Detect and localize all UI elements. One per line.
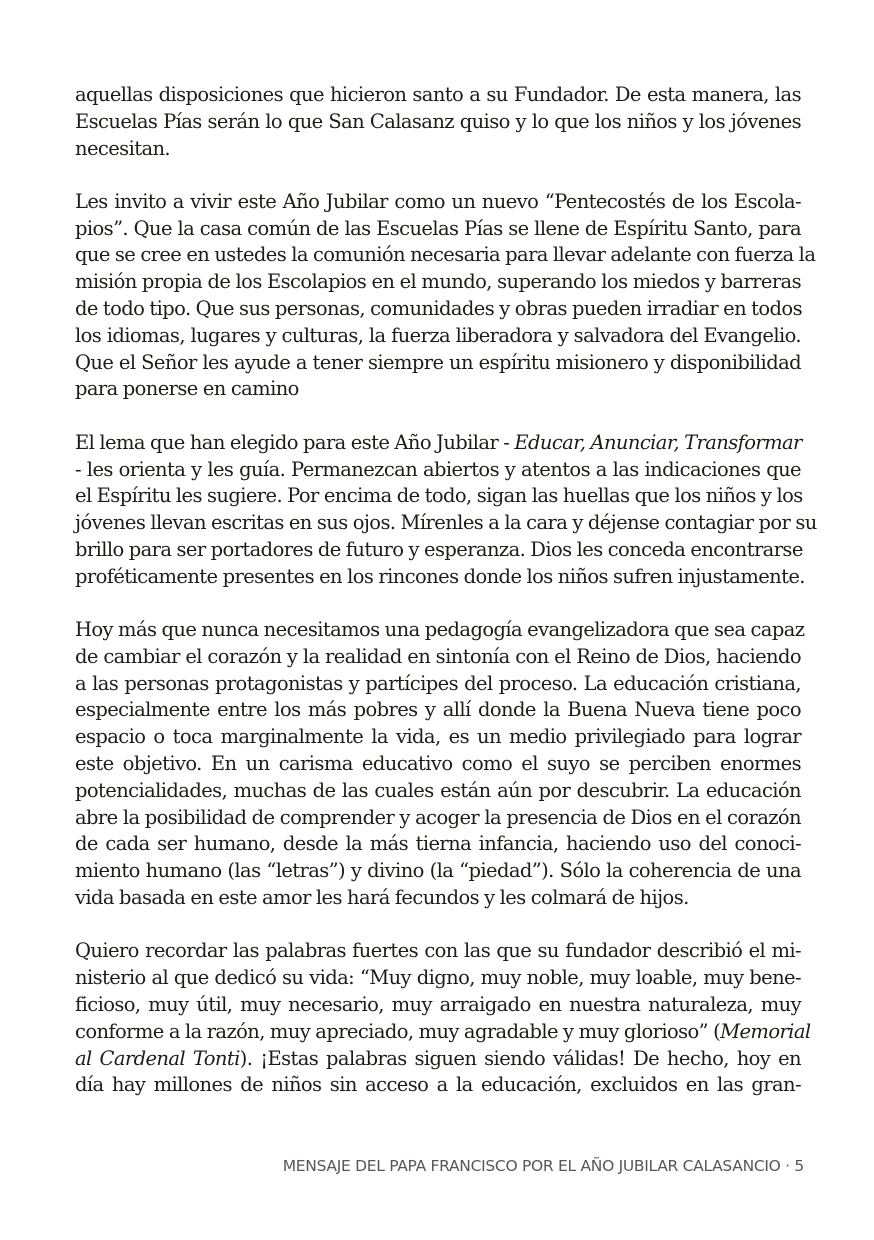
text-line: misión propia de los Escolapios en el mundo, superando los miedos y barreras bbox=[75, 270, 801, 294]
text-line: a las personas protagonistas y partícipes del proceso. La educación cristiana, bbox=[75, 671, 801, 695]
paragraph-1 bbox=[75, 82, 801, 162]
text-line bbox=[75, 1019, 811, 1046]
text-line bbox=[75, 430, 801, 457]
text-line: de todo tipo. Que sus personas, comunidades y obras pueden irradiar en todos bbox=[75, 297, 802, 321]
text-line: Les invito a vivir este Año Jubilar como un nuevo “Pentecostés de los Escola- bbox=[75, 189, 801, 213]
text-line: el Espíritu les sugiere. Por encima de todo, sigan las huellas que los niños y los bbox=[75, 484, 803, 508]
text-line: Escuelas Pías serán lo que San Calasanz quiso y lo que los niños y los jóvenes bbox=[75, 109, 801, 133]
text-line: día hay millones de niños sin acceso a la educación, excluidos en las gran- bbox=[75, 1073, 801, 1097]
citation-italic: al Cardenal Tonti bbox=[75, 1046, 240, 1070]
text-line: para ponerse en camino bbox=[75, 377, 299, 401]
text-line: de cada ser humano, desde la más tierna infancia, haciendo uso del conoci- bbox=[75, 832, 801, 856]
text-line: pios”. Que la casa común de las Escuelas Pías se llene de Espíritu Santo, para bbox=[75, 216, 801, 240]
page-body bbox=[75, 82, 817, 1126]
text-line: potencialidades, muchas de las cuales están aún por descubrir. La educación bbox=[75, 778, 801, 802]
text-line: Hoy más que nunca necesitamos una pedagogía evangelizadora que sea capaz bbox=[75, 618, 805, 642]
running-footer: MENSAJE DEL PAPA FRANCISCO POR EL AÑO JUBILAR CALASANCIO · 5 bbox=[282, 1157, 804, 1175]
text-line: que se cree en ustedes la comunión necesaria para llevar adelante con fuerza la bbox=[75, 243, 816, 267]
paragraph-4 bbox=[75, 617, 805, 912]
text-line: necesitan. bbox=[75, 136, 171, 160]
text-line: abre la posibilidad de comprender y acoger la presencia de Dios en el corazón bbox=[75, 805, 801, 829]
text-line: jóvenes llevan escritas en sus ojos. Mírenles a la cara y déjense contagiar por su bbox=[75, 511, 817, 535]
text-line: brillo para ser portadores de futuro y esperanza. Dios les conceda encontrarse bbox=[75, 537, 803, 561]
text-line: de cambiar el corazón y la realidad en sintonía con el Reino de Dios, haciendo bbox=[75, 644, 801, 668]
text-line: especialmente entre los más pobres y allí donde la Buena Nueva tiene poco bbox=[75, 698, 801, 722]
citation-italic: Memorial bbox=[720, 1019, 811, 1043]
text-line: los idiomas, lugares y culturas, la fuerza liberadora y salvadora del Evangelio. bbox=[75, 323, 801, 347]
paragraph-5 bbox=[75, 938, 811, 1099]
text-line: este objetivo. En un carisma educativo como el suyo se perciben enormes bbox=[75, 752, 801, 776]
text-line: miento humano (las “letras”) y divino (la “piedad”). Sólo la coherencia de una bbox=[75, 859, 801, 883]
text-line: proféticamente presentes en los rincones donde los niños sufren injustamente. bbox=[75, 564, 805, 588]
text-line: - les orienta y les guía. Permanezcan abiertos y atentos a las indicaciones que bbox=[75, 457, 801, 481]
text-line: vida basada en este amor les hará fecundos y les colmará de hijos. bbox=[75, 886, 689, 910]
text-line: Quiero recordar las palabras fuertes con las que su fundador describió el mi- bbox=[75, 939, 801, 963]
paragraph-2 bbox=[75, 189, 816, 403]
text-run: ). ¡Estas palabras siguen siendo válidas! De hecho, hoy en bbox=[239, 1046, 801, 1070]
text-run: conforme a la razón, muy apreciado, muy agradable y muy glorioso” ( bbox=[75, 1019, 721, 1043]
text-line: nisterio al que dedicó su vida: “Muy digno, muy noble, muy loable, muy bene- bbox=[75, 966, 801, 990]
text-line: aquellas disposiciones que hicieron santo a su Fundador. De esta manera, las bbox=[75, 83, 801, 106]
paragraph-3 bbox=[75, 430, 817, 591]
text-line: Que el Señor les ayude a tener siempre un espíritu misionero y disponibilidad bbox=[75, 350, 801, 374]
text-line bbox=[75, 1046, 801, 1073]
motto-italic: Educar, Anunciar, Transformar bbox=[514, 430, 802, 454]
text-run: El lema que han elegido para este Año Jubilar - bbox=[75, 430, 515, 454]
text-line: ficioso, muy útil, muy necesario, muy arraigado en nuestra naturaleza, muy bbox=[75, 992, 801, 1016]
text-line: espacio o toca marginalmente la vida, es un medio privilegiado para lograr bbox=[75, 725, 801, 749]
